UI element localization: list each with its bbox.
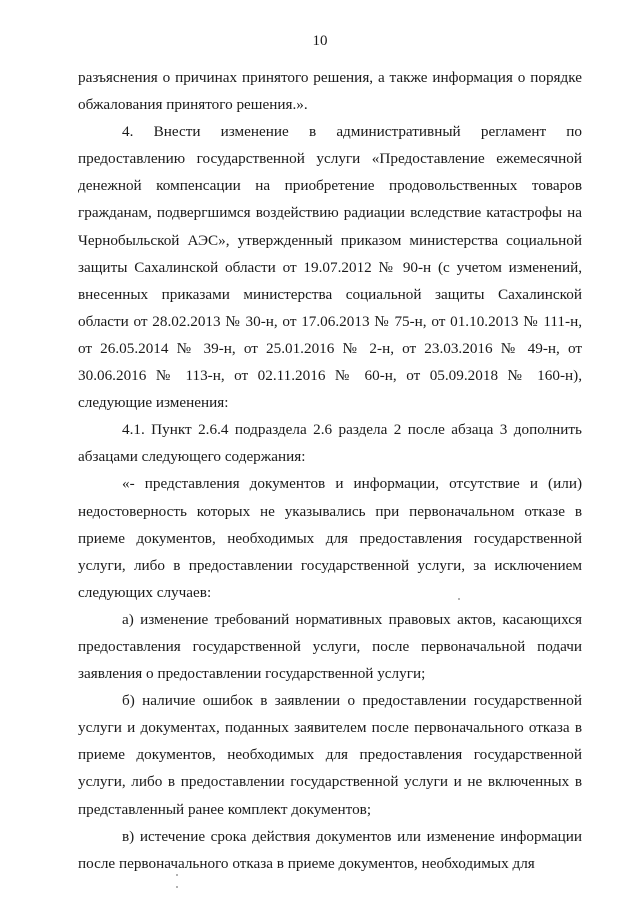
paragraph-item-4-1: 4.1. Пункт 2.6.4 подраздела 2.6 раздела 2 после абзаца 3 дополнить абзацами следующего содержания: (78, 421, 582, 466)
paragraph-item-4: 4. Внести изменение в административный регламент по предоставлению государственной услуги «Предоставление ежемесячной денежной компенсации на приобретение продовольственных товаров гражданам, подвергшимся воздействию радиации вследствие катастрофы на Чернобыльской АЭС», утвержденный приказом министерства социальной защиты Сахалинской области от 19.07.2012 № 90-н (с учетом изменений, внесенных приказами министерства социальной защиты Сахалинской области от 28.02.2013 № 30-н, от 17.06.2013 № 75-н, от 01.10.2013 № 111-н, от 26.05.2014 № 39-н, от 25.01.2016 № 2-н, от 23.03.2016 № 49-н, от 30.06.2016 № 113-н, от 02.11.2016 № 60-н, от 05.09.2018 № 160-н), следующие изменения: (78, 123, 582, 412)
paragraph-continuation: разъяснения о причинах принятого решения, а также информация о порядке обжалования принятого решения.». (78, 69, 582, 114)
document-body (78, 64, 582, 877)
paragraph-subitem-b: б) наличие ошибок в заявлении о предоставлении государственной услуги и документах, поданных заявителем после первоначального отказа в приеме документов, необходимых для предоставления государственной услуги, либо в предоставлении государственной услуги и не включенных в представленный ранее комплект документов; (78, 692, 582, 818)
scan-speck (176, 886, 178, 888)
scan-speck (176, 874, 178, 876)
paragraph-subitem-v: в) истечение срока действия документов или изменение информации после первоначального отказа в приеме документов, необходимых для (78, 827, 582, 872)
paragraph-quoted-clause: «- представления документов и информации, отсутствие и (или) недостоверность которых не указывались при первоначальном отказе в приеме документов, необходимых для предоставления государственной услуги, либо в предоставлении государственной услуги, за исключением следующих случаев: (78, 475, 582, 601)
page-number: 10 (312, 33, 328, 49)
paragraph-subitem-a: а) изменение требований нормативных правовых актов, касающихся предоставления государственной услуги, после первоначальной подачи заявления о предоставлении государственной услуги; (78, 610, 582, 683)
scan-speck (458, 598, 460, 600)
